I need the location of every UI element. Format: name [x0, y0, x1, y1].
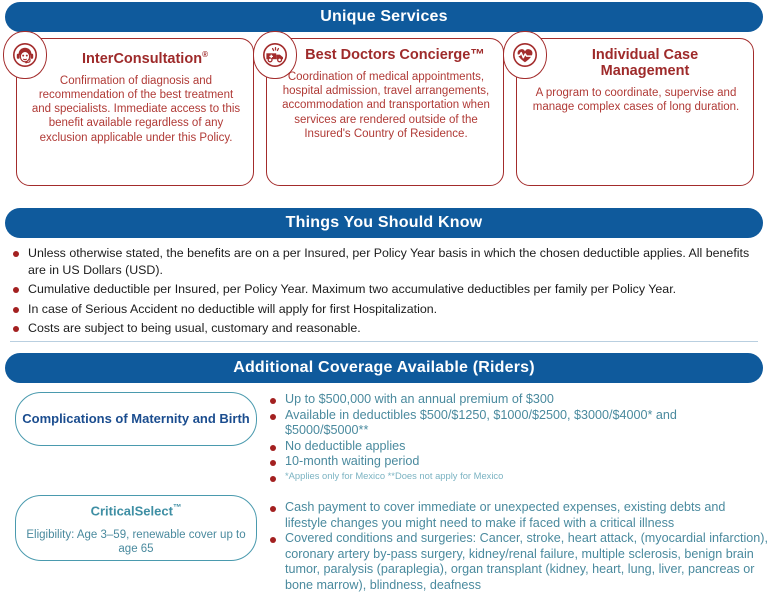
list-item	[265, 439, 763, 455]
bullet-text: Up to $500,000 with an annual premium of $300	[285, 392, 554, 406]
trademark-mark: ™	[172, 502, 182, 513]
rider-pill-subtitle: Eligibility: Age 3–59, renewable cover up to age 65	[26, 528, 246, 555]
rider-footnote: *Applies only for Mexico **Does not apply for Mexico	[265, 470, 763, 482]
rider-pill-maternity	[15, 392, 257, 446]
service-card-title	[301, 47, 489, 63]
bullet-text: Costs are subject to being usual, customary and reasonable.	[28, 321, 361, 335]
heart-pulse-icon	[503, 31, 547, 79]
banner-unique-services-label: Unique Services	[320, 8, 448, 25]
rider-pill-criticalselect	[15, 495, 257, 561]
unique-services-cards	[8, 38, 760, 190]
service-title-text: Individual Case Management	[591, 47, 699, 79]
rider-bullets-criticalselect	[265, 500, 768, 594]
service-card-body: A program to coordinate, supervise and manage complex cases of long duration.	[532, 87, 740, 114]
section-divider	[10, 341, 758, 342]
bullet-text: Unless otherwise stated, the benefits are on a per Insured, per Policy Year basis in which the chosen deductible applies. All benefits are in US Dollars (USD).	[28, 246, 750, 277]
service-card-individual-case-management	[516, 38, 754, 186]
bullet-text: 10-month waiting period	[285, 454, 420, 469]
service-card-body: Coordination of medical appointments, hospital admission, travel arrangements, accommodation and transportation when services are rendered outside of the Insured's Country of Residence.	[282, 71, 490, 140]
bullet-text: No deductible applies	[285, 438, 406, 453]
bullet-text: Cumulative deductible per Insured, per Policy Year. Maximum two accumulative deductibles per family per Policy Year.	[28, 282, 677, 296]
rider-name-text: Complications of Maternity and Birth	[22, 411, 250, 427]
service-card-body: Confirmation of diagnosis and recommendation of the best treatment and specialists. Immediate access to this benefit available regardless of any exclusion applicable under this Policy.	[31, 74, 241, 144]
service-title-text: InterConsultation	[82, 50, 203, 67]
rider-name-text: CriticalSelect	[90, 503, 173, 519]
list-item	[265, 500, 768, 531]
headset-person-icon	[3, 31, 47, 79]
list-item	[265, 454, 763, 470]
list-item	[8, 320, 760, 337]
bullet-text: Covered conditions and surgeries: Cancer, stroke, heart attack, (myocardial infarction), coronary artery by-pass surgery, kidney/renal failure, multiple sclerosis, benign brain tumor, paralysis (paraplegia), organ transplant (kidney, heart, lung, liver, pancreas or bone marrow), blindness, deafness	[285, 531, 768, 592]
list-item	[8, 281, 760, 298]
list-item	[265, 392, 763, 408]
service-card-best-doctors-concierge	[266, 38, 504, 186]
list-item	[265, 408, 763, 439]
bullet-text: Cash payment to cover immediate or unexpected expenses, existing debts and lifestyle changes you might need to make if faced with a critical illness	[285, 500, 726, 530]
bullet-text: Available in deductibles $500/$1250, $1000/$2500, $3000/$4000* and $5000/$5000**	[285, 407, 677, 438]
rider-bullets-maternity	[265, 392, 763, 482]
list-item	[265, 531, 768, 593]
list-item	[8, 245, 760, 278]
rider-pill-title	[91, 500, 182, 519]
service-card-title	[51, 47, 239, 67]
list-item	[8, 301, 760, 318]
service-card-interconsultation	[16, 38, 254, 186]
banner-unique-services	[5, 2, 763, 32]
rider-pill-title	[22, 411, 250, 427]
registered-mark: ®	[202, 50, 208, 59]
banner-additional-coverage	[5, 353, 763, 383]
ambulance-icon	[253, 31, 297, 79]
things-you-should-know-list	[8, 245, 760, 340]
banner-things-you-should-know	[5, 208, 763, 238]
service-card-title	[551, 47, 739, 79]
banner-things-you-should-know-label: Things You Should Know	[285, 214, 483, 231]
service-title-text: Best Doctors Concierge™	[305, 47, 485, 63]
banner-additional-coverage-label: Additional Coverage Available (Riders)	[233, 359, 535, 376]
bullet-text: In case of Serious Accident no deductible will apply for first Hospitalization.	[28, 301, 438, 316]
